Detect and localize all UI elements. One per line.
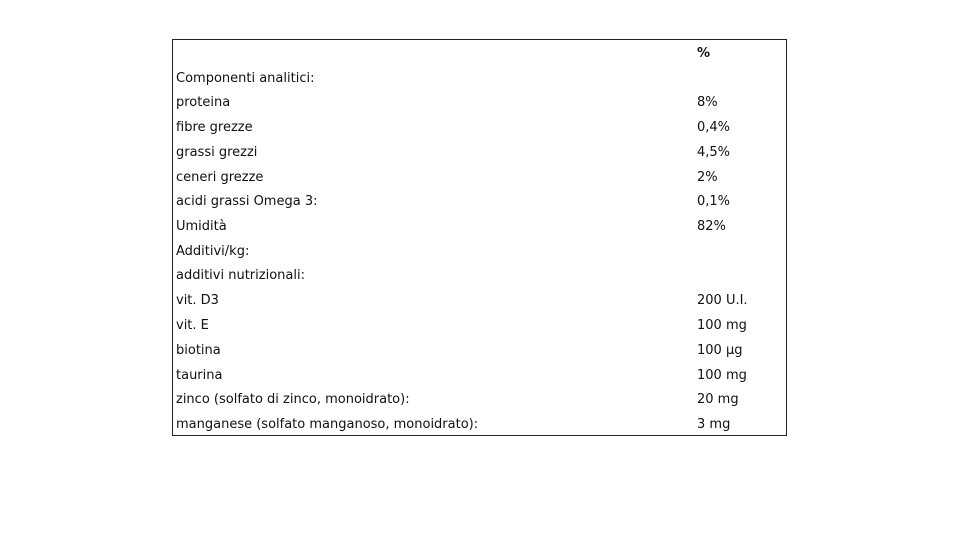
row-label: biotina — [176, 343, 221, 358]
header-percent: % — [697, 46, 711, 61]
table-row — [173, 166, 786, 190]
row-value: 20 mg — [697, 392, 739, 407]
table-row — [173, 289, 786, 313]
table-row — [173, 388, 786, 412]
row-value: 0,1% — [697, 194, 731, 209]
row-value: 3 mg — [697, 417, 731, 432]
row-label: vit. D3 — [176, 293, 219, 308]
row-value: 100 µg — [697, 343, 743, 358]
row-label: vit. E — [176, 318, 209, 333]
row-label: taurina — [176, 368, 223, 383]
nutrition-table — [172, 39, 787, 436]
row-label: Umidità — [176, 219, 227, 234]
row-value: 0,4% — [697, 120, 731, 135]
table-row — [173, 190, 786, 214]
table-row — [173, 67, 786, 91]
table-row — [173, 215, 786, 239]
table-row — [173, 240, 786, 264]
table-row — [173, 314, 786, 338]
row-label: Componenti analitici: — [176, 71, 315, 86]
table-row — [173, 339, 786, 363]
row-label: acidi grassi Omega 3: — [176, 194, 318, 209]
table-row — [173, 91, 786, 115]
row-value: 8% — [697, 95, 718, 110]
row-label: ceneri grezze — [176, 170, 264, 185]
row-value: 82% — [697, 219, 726, 234]
row-label: fibre grezze — [176, 120, 253, 135]
row-value: 100 mg — [697, 368, 747, 383]
row-value: 100 mg — [697, 318, 747, 333]
row-label: grassi grezzi — [176, 145, 258, 160]
table-row — [173, 141, 786, 165]
row-value: 2% — [697, 170, 718, 185]
table-row — [173, 116, 786, 140]
row-value: 4,5% — [697, 145, 731, 160]
table-row — [173, 364, 786, 388]
table-row — [173, 413, 786, 437]
row-label: manganese (solfato manganoso, monoidrato): — [176, 417, 479, 432]
row-label: additivi nutrizionali: — [176, 268, 305, 283]
row-label: proteina — [176, 95, 231, 110]
row-value: 200 U.I. — [697, 293, 748, 308]
table-row — [173, 264, 786, 288]
table-header-row — [173, 42, 786, 66]
row-label: Additivi/kg: — [176, 244, 250, 259]
row-label: zinco (solfato di zinco, monoidrato): — [176, 392, 410, 407]
